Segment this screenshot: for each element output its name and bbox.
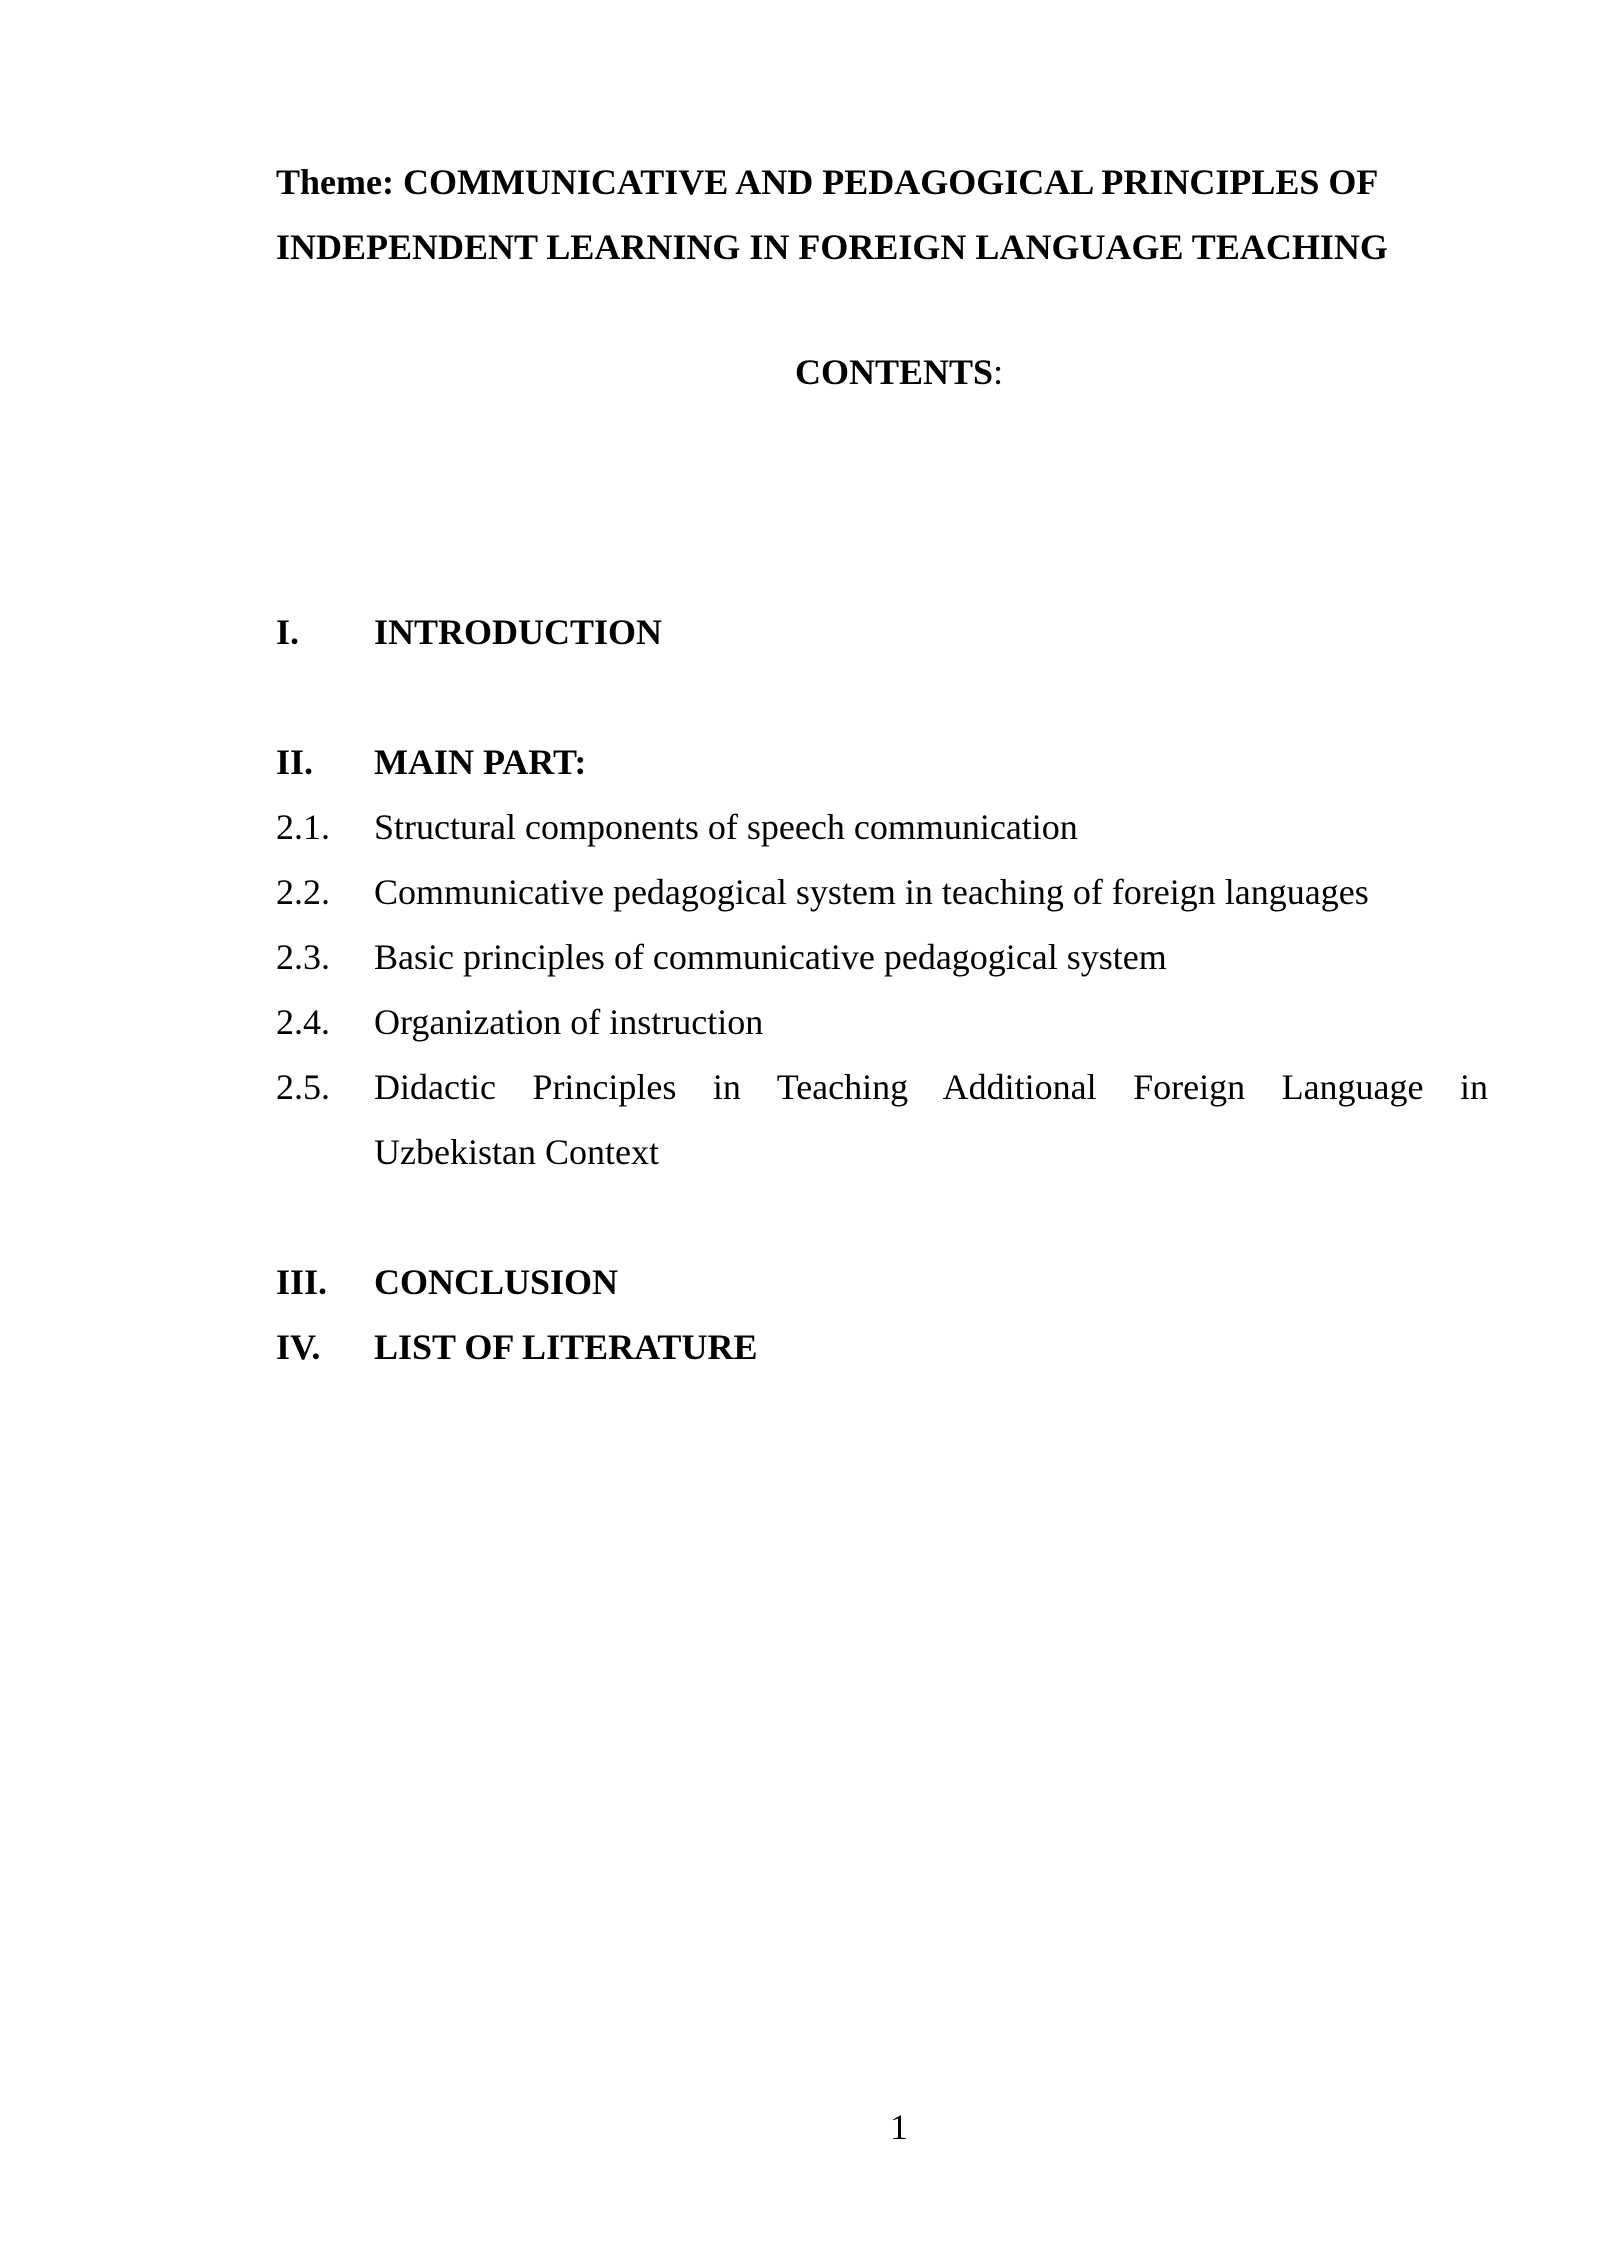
toc-number: 2.5. (276, 1067, 330, 1107)
toc-label: MAIN PART: (374, 742, 587, 782)
toc-label: Didactic Principles in Teaching Additional Foreign Language in (374, 1067, 1488, 1107)
toc-label: Basic principles of communicative pedagogical system (374, 937, 1167, 977)
toc-label-continuation: Uzbekistan Context (374, 1132, 659, 1172)
toc-label: INTRODUCTION (374, 612, 663, 652)
toc-number: 2.1. (276, 807, 330, 847)
contents-heading-colon: : (993, 352, 1004, 392)
contents-heading-text: CONTENTS (795, 352, 994, 392)
toc-label: LIST OF LITERATURE (374, 1327, 758, 1367)
title-line-1: Theme: COMMUNICATIVE AND PEDAGOGICAL PRINCIPLES OF (276, 162, 1379, 202)
toc-number: II. (276, 742, 314, 782)
toc-number: IV. (276, 1327, 321, 1367)
toc-subitem-2-5 (276, 1055, 1488, 1185)
document-title (276, 150, 1476, 280)
toc-label: Structural components of speech communication (374, 807, 1078, 847)
toc-label: CONCLUSION (374, 1262, 619, 1302)
toc-number: 2.3. (276, 937, 330, 977)
toc-label: Communicative pedagogical system in teaching of foreign languages (374, 872, 1369, 912)
toc-label: Organization of instruction (374, 1002, 764, 1042)
contents-heading (795, 340, 1003, 405)
toc-number: 2.2. (276, 872, 330, 912)
toc-number: I. (276, 612, 300, 652)
toc-number: III. (276, 1262, 328, 1302)
toc-number: 2.4. (276, 1002, 330, 1042)
title-line-2: INDEPENDENT LEARNING IN FOREIGN LANGUAGE TEACHING (276, 227, 1388, 267)
page-number: 1 (890, 2107, 908, 2147)
